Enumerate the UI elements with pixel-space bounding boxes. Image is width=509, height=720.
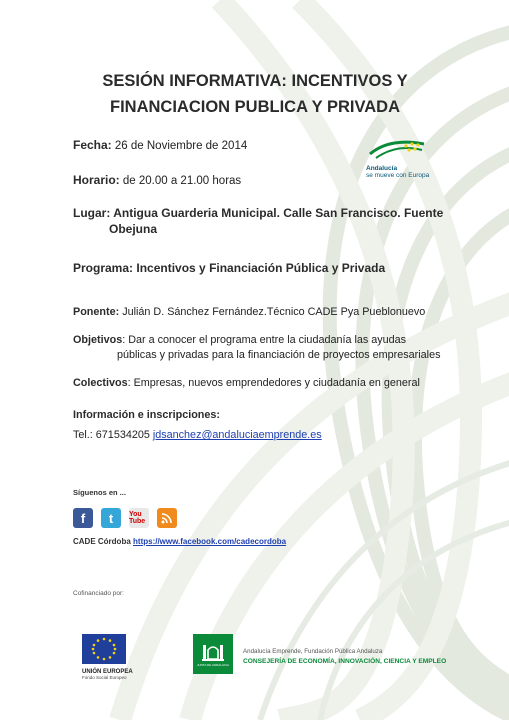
programa-label: Programa: <box>73 261 134 275</box>
andalucia-europa-logo <box>366 138 436 179</box>
twitter-icon[interactable]: t <box>101 508 121 528</box>
objetivos-line1: : Dar a conocer el programa entre la ciudadanía las ayudas <box>122 334 407 346</box>
title-line-2: FINANCIACION PUBLICA Y PRIVADA <box>110 98 400 116</box>
junta-line1: Andalucía Emprende, Fundación Pública Andaluza <box>243 648 383 655</box>
fecha-value: 26 de Noviembre de 2014 <box>114 140 248 152</box>
eu-logo-line1: UNIÓN EUROPEA <box>82 669 133 675</box>
eu-flag-icon <box>82 634 126 664</box>
facebook-icon[interactable]: f <box>73 508 93 528</box>
colectivos-label: Colectivos <box>73 377 128 389</box>
title-line-1: SESIÓN INFORMATIVA: INCENTIVOS Y <box>102 72 408 90</box>
cofinanciado-label: Cofinanciado por: <box>73 590 124 597</box>
page-title <box>40 68 470 120</box>
ponente-row <box>73 306 425 318</box>
email-link[interactable]: jdsanchez@andaluciaemprende.es <box>152 429 322 441</box>
horario-value: de 20.00 a 21.00 horas <box>122 175 242 187</box>
youtube-icon[interactable] <box>129 508 149 528</box>
programa-row <box>73 261 385 275</box>
junta-caption: JUNTA DE ANDALUCIA <box>196 663 230 667</box>
colectivos-row <box>73 377 420 389</box>
lugar-label: Lugar: <box>73 206 111 220</box>
social-icons <box>73 508 177 528</box>
telefono: Tel.: 671534205 <box>73 429 150 441</box>
info-heading: Información e inscripciones: <box>73 409 220 421</box>
eu-logo-line2: Fondo Social Europeo <box>82 675 127 680</box>
lugar-line1: Antigua Guarderia Municipal. Calle San Francisco. Fuente <box>113 206 444 220</box>
cade-label: CADE Córdoba <box>73 537 131 546</box>
horario-label: Horario: <box>73 173 120 187</box>
ponente-label: Ponente: <box>73 306 120 318</box>
horario-row <box>73 173 241 187</box>
programa-value: Incentivos y Financiación Pública y Privada <box>136 261 386 275</box>
lugar-line2: Obejuna <box>109 222 158 236</box>
objetivos-label: Objetivos <box>73 334 123 346</box>
objetivos-line2: públicas y privadas para la financiación de proyectos empresariales <box>117 349 441 361</box>
colectivos-value: : Empresas, nuevos emprendedores y ciudadanía en general <box>127 377 420 389</box>
cade-row <box>73 537 286 546</box>
union-europea-logo <box>82 634 134 680</box>
info-contact-row <box>73 429 322 441</box>
junta-andalucia-logo <box>193 634 233 674</box>
rss-icon[interactable] <box>157 508 177 528</box>
junta-emblem-icon <box>200 641 226 663</box>
andalucia-logo-line2: se mueve con Europa <box>366 172 430 179</box>
andalucia-logo-line1: Andalucía <box>366 165 398 172</box>
fecha-row <box>73 138 247 152</box>
junta-line2: CONSEJERÍA DE ECONOMÍA, INNOVACIÓN, CIENCIA Y EMPLEO <box>243 658 447 665</box>
objetivos-row <box>73 334 406 346</box>
fecha-label: Fecha: <box>73 138 112 152</box>
rss-glyph <box>161 512 173 524</box>
youtube-label: You Tube <box>129 511 146 525</box>
social-heading: Síguenos en ... <box>73 488 126 497</box>
lugar-row <box>73 206 443 220</box>
andalucia-europa-icon <box>366 138 428 160</box>
cade-facebook-link[interactable]: https://www.facebook.com/cadecordoba <box>133 537 287 546</box>
ponente-value: Julián D. Sánchez Fernández.Técnico CADE Pya Pueblonuevo <box>122 306 426 318</box>
